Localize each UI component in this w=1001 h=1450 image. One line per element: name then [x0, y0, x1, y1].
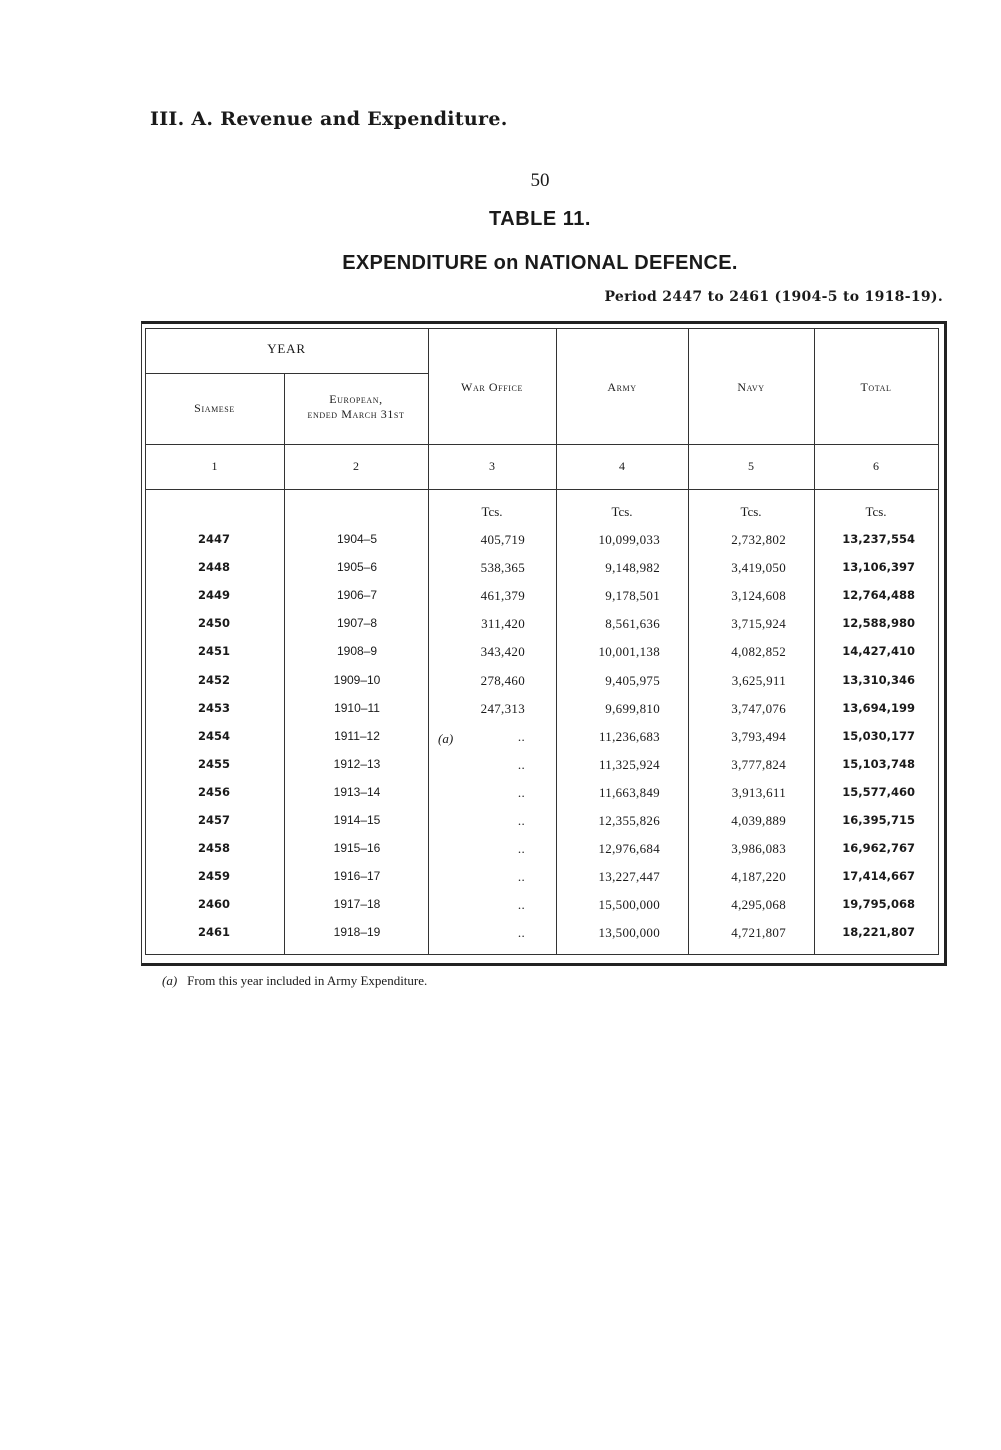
cell-navy: 4,295,068 — [731, 897, 786, 912]
period-subtitle: Period 2447 to 2461 (1904-5 to 1918-19). — [604, 289, 943, 305]
cell-war-office: .. — [517, 897, 525, 912]
cell-siamese-year: 2459 — [197, 869, 230, 883]
column-number: 4 — [619, 459, 625, 473]
column-rule — [428, 328, 429, 955]
cell-european-year: 1909–10 — [333, 673, 381, 687]
cell-european-year: 1908–9 — [336, 644, 378, 658]
cell-siamese-year: 2450 — [197, 616, 230, 630]
header-total: Total — [860, 380, 892, 394]
cell-navy: 3,777,824 — [731, 757, 786, 772]
cell-total: 12,764,488 — [842, 588, 915, 602]
year-group-rule — [145, 373, 428, 374]
cell-army: 10,001,138 — [598, 644, 660, 659]
cell-siamese-year: 2449 — [197, 588, 230, 602]
table-rule-bottom — [145, 954, 938, 955]
cell-navy: 3,625,911 — [731, 673, 786, 688]
cell-army: 8,561,636 — [605, 616, 660, 631]
header-european-line2: ended March 31st — [307, 407, 405, 421]
cell-european-year: 1913–14 — [333, 785, 381, 799]
footnote-mark: (a) — [162, 973, 178, 988]
cell-european-year: 1914–15 — [333, 813, 381, 827]
cell-army: 9,178,501 — [605, 588, 660, 603]
cell-army: 11,236,683 — [598, 729, 660, 744]
cell-european-year: 1912–13 — [333, 757, 381, 771]
cell-army: 13,227,447 — [598, 869, 660, 884]
header-european — [284, 392, 428, 422]
cell-european-year: 1916–17 — [333, 869, 381, 883]
cell-war-office: .. — [517, 813, 525, 828]
cell-total: 14,427,410 — [842, 644, 915, 658]
cell-total: 13,310,346 — [842, 673, 915, 687]
column-number: 5 — [748, 459, 754, 473]
cell-european-year: 1910–11 — [334, 701, 380, 715]
cell-siamese-year: 2456 — [197, 785, 230, 799]
column-rule — [814, 328, 815, 955]
column-number: 6 — [873, 459, 879, 473]
column-rule — [145, 328, 146, 955]
cell-european-year: 1918–19 — [333, 925, 381, 939]
cell-european-year: 1905–6 — [336, 560, 378, 574]
cell-navy: 4,039,889 — [731, 813, 786, 828]
cell-army: 9,405,975 — [605, 673, 660, 688]
unit-total: Tcs. — [865, 504, 887, 519]
cell-navy: 3,419,050 — [731, 560, 786, 575]
cell-siamese-year: 2457 — [197, 813, 230, 827]
section-heading: III. A. Revenue and Expenditure. — [150, 108, 508, 130]
cell-navy: 4,082,852 — [731, 644, 786, 659]
column-rule — [556, 328, 557, 955]
column-number: 1 — [211, 459, 218, 473]
cell-army: 12,355,826 — [598, 813, 660, 828]
cell-total: 16,962,767 — [842, 841, 915, 855]
cell-war-office: 247,313 — [480, 701, 525, 716]
cell-siamese-year: 2453 — [197, 701, 230, 715]
page-number: 50 — [530, 170, 550, 191]
cell-army: 9,148,982 — [605, 560, 660, 575]
cell-european-year: 1906–7 — [336, 588, 378, 602]
cell-european-year: 1917–18 — [333, 897, 381, 911]
cell-navy: 4,721,807 — [731, 925, 786, 940]
column-number-rule — [145, 489, 938, 490]
cell-war-office: 311,420 — [481, 616, 525, 631]
column-number: 2 — [353, 459, 359, 473]
cell-army: 15,500,000 — [598, 897, 660, 912]
cell-siamese-year: 2458 — [197, 841, 230, 855]
cell-total: 13,106,397 — [842, 560, 915, 574]
cell-total: 19,795,068 — [842, 897, 915, 911]
cell-total: 13,694,199 — [842, 701, 915, 715]
cell-siamese-year: 2448 — [197, 560, 230, 574]
cell-european-year: 1907–8 — [336, 616, 378, 630]
cell-navy: 3,986,083 — [731, 841, 786, 856]
header-european-line1: European, — [329, 392, 383, 406]
header-year: YEAR — [267, 341, 306, 356]
war-office-note-mark: (a) — [438, 731, 454, 746]
cell-war-office: 343,420 — [480, 644, 525, 659]
cell-navy: 3,913,611 — [731, 785, 786, 800]
cell-army: 9,699,810 — [605, 701, 660, 716]
table-rule-top — [145, 328, 938, 329]
table-title: EXPENDITURE on NATIONAL DEFENCE. — [342, 252, 738, 274]
cell-navy: 4,187,220 — [731, 869, 786, 884]
cell-siamese-year: 2452 — [197, 673, 230, 687]
cell-war-office: .. — [517, 729, 525, 744]
cell-european-year: 1911–12 — [334, 729, 380, 743]
cell-war-office: .. — [517, 841, 525, 856]
column-number: 3 — [489, 459, 495, 473]
cell-total: 15,103,748 — [842, 757, 915, 771]
cell-war-office: .. — [517, 757, 525, 772]
column-rule — [688, 328, 689, 955]
cell-navy: 3,715,924 — [731, 616, 786, 631]
cell-army: 11,663,849 — [598, 785, 660, 800]
unit-navy: Tcs. — [740, 504, 762, 519]
unit-army: Tcs. — [611, 504, 633, 519]
cell-war-office: .. — [517, 869, 525, 884]
cell-siamese-year: 2454 — [197, 729, 230, 743]
header-navy: Navy — [737, 380, 765, 394]
cell-siamese-year: 2460 — [197, 897, 230, 911]
cell-war-office: 461,379 — [480, 588, 525, 603]
header-siamese: Siamese — [194, 401, 235, 415]
cell-army: 12,976,684 — [598, 841, 660, 856]
cell-war-office: 405,719 — [480, 532, 525, 547]
cell-war-office: .. — [517, 925, 525, 940]
cell-siamese-year: 2447 — [197, 532, 230, 546]
cell-army: 11,325,924 — [598, 757, 660, 772]
cell-navy: 2,732,802 — [731, 532, 786, 547]
cell-total: 16,395,715 — [842, 813, 915, 827]
cell-total: 12,588,980 — [842, 616, 915, 630]
cell-navy: 3,747,076 — [731, 701, 786, 716]
cell-total: 18,221,807 — [842, 925, 915, 939]
footnote-text: From this year included in Army Expenditure. — [187, 973, 428, 988]
cell-war-office: 538,365 — [480, 560, 525, 575]
cell-european-year: 1904–5 — [336, 532, 378, 546]
cell-army: 13,500,000 — [598, 925, 660, 940]
cell-european-year: 1915–16 — [333, 841, 381, 855]
cell-army: 10,099,033 — [598, 532, 660, 547]
table-number: TABLE 11. — [489, 208, 591, 230]
cell-siamese-year: 2455 — [197, 757, 230, 771]
header-rule — [145, 444, 938, 445]
cell-navy: 3,124,608 — [731, 588, 786, 603]
cell-total: 13,237,554 — [842, 532, 915, 546]
cell-total: 17,414,667 — [842, 869, 915, 883]
cell-total: 15,577,460 — [842, 785, 915, 799]
cell-siamese-year: 2461 — [197, 925, 230, 939]
cell-total: 15,030,177 — [842, 729, 915, 743]
unit-war-office: Tcs. — [481, 504, 503, 519]
cell-war-office: .. — [517, 785, 525, 800]
header-war-office: War Office — [461, 380, 523, 394]
cell-siamese-year: 2451 — [197, 644, 230, 658]
footnote — [162, 973, 427, 989]
cell-navy: 3,793,494 — [731, 729, 786, 744]
cell-war-office: 278,460 — [480, 673, 525, 688]
header-army: Army — [607, 380, 637, 394]
column-rule — [938, 328, 939, 955]
